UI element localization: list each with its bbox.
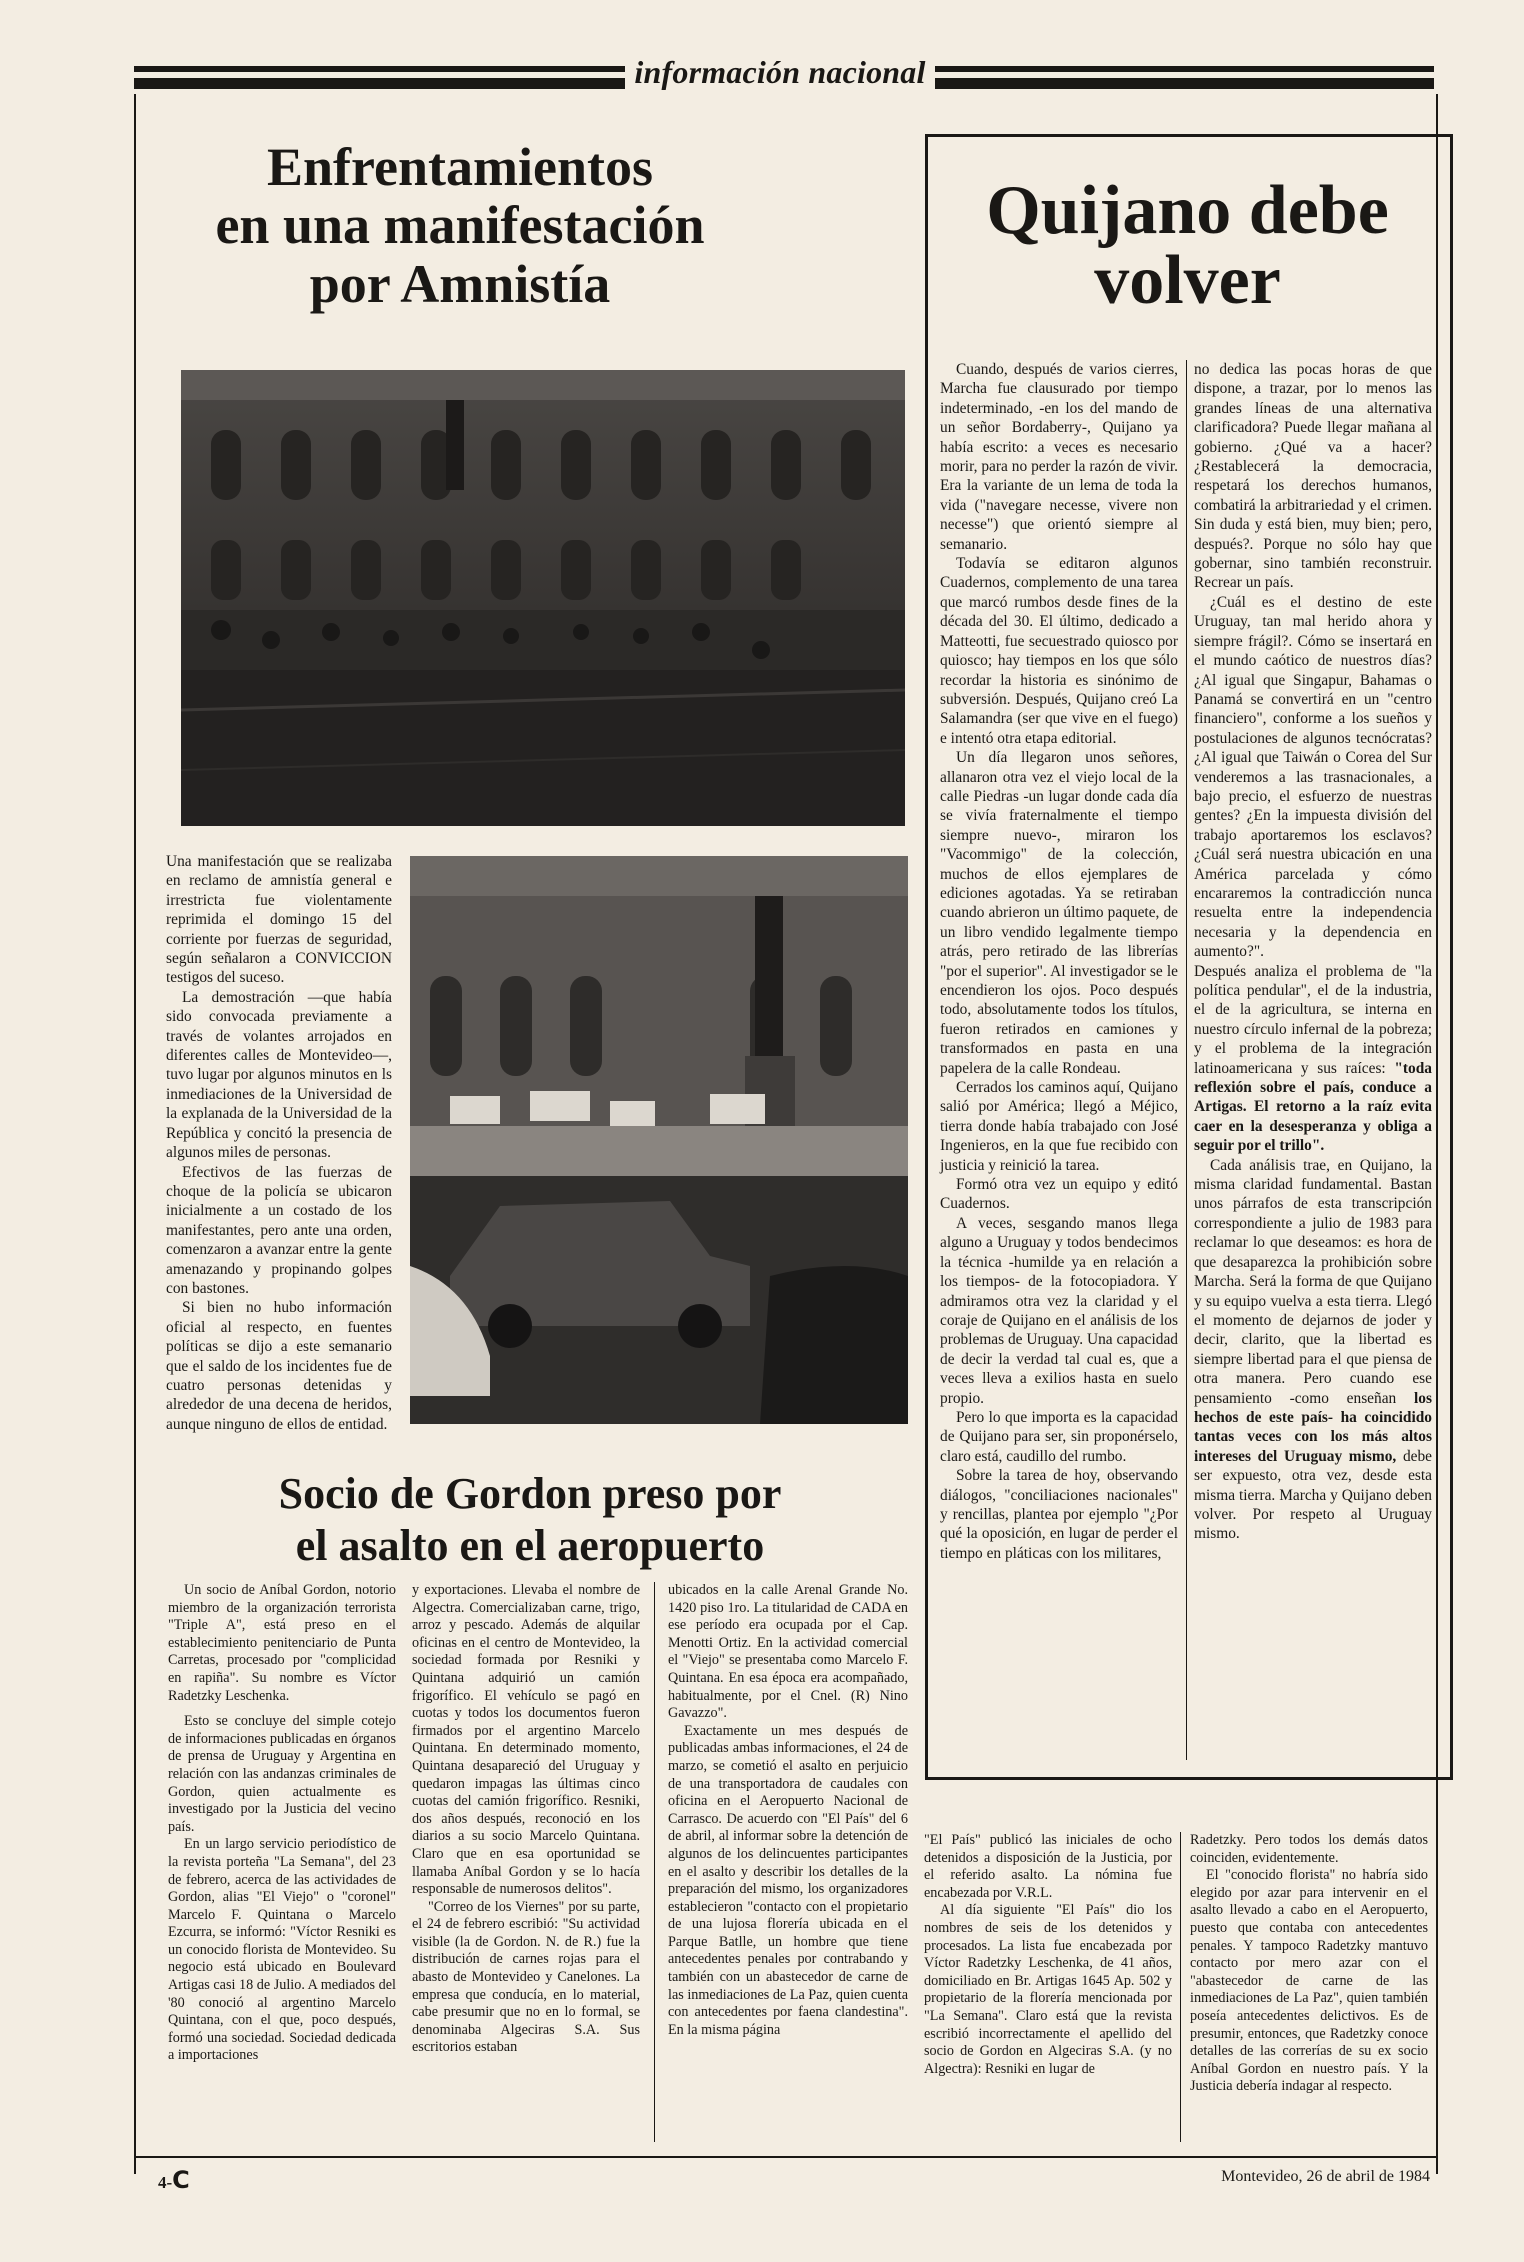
article1-headline-line-2: en una manifestación — [215, 195, 705, 256]
article2-paragraph: ¿Cuál es el destino de este Uruguay, tan mal herido ahora y siempre frágil?. Cómo se insertará en el mundo caótico de nuestros días? ¿Al igual que Singapur, Bahamas o Panamá se convertirá en un "centro financiero", conforme a los sueños y postulaciones de algunos tecnócratas? ¿Al igual que Taiwán o Corea del Sur venderemos a las trasnacionales, a bajo precio, el esfuerzo de nuestras gentes? ¿En la impuesta división del trabajo aportaremos los esclavos? ¿Cuál será nuestra ubicación en una América parcelada y cómo encararemos la contradicción nunca resuelta entre la independencia necesaria y la dependencia en aumento?". — [1194, 593, 1432, 961]
article3-paragraph: y exportaciones. Llevaba el nombre de Algectra. Comercializaban carne, trigo, arroz y pescado. Además de alquilar oficinas en el centro de Montevideo, la sociedad formada por Resniki y Quintana adquirió un camión frigorífico. El vehículo se pagó en cuotas y todos los documentos fueron firmados por el argentino Marcelo Quintana. En determinado momento, Quintana desapareció del Uruguay y quedaron impagas las últimas cinco cuotas del camión frigorífico. Resniki, dos años después, reconoció en los diarios a su socio Marcelo Quintana. Claro que en esa oportunidad se llamaba Aníbal Gordon y se lo hacía responsable de numerosos delitos". — [412, 1582, 640, 1898]
article2-paragraph: Pero lo que importa es la capacidad de Quijano para ser, sin proponérselo, claro está, caudillo del rumbo. — [940, 1408, 1178, 1465]
section-title: información nacional — [634, 54, 926, 90]
article2-headline-line-1: Quijano debe — [986, 172, 1389, 249]
article3-column-rule — [654, 1582, 655, 2142]
article2-column-rule — [1186, 360, 1187, 1760]
article1-headline-line-1: Enfrentamientos — [267, 137, 653, 197]
article3-col1 — [168, 1582, 396, 2065]
page-number — [158, 2166, 190, 2194]
article1-headline — [160, 138, 760, 313]
footer-rule — [134, 2156, 1436, 2158]
article3-headline-line-2: el asalto en el aeropuerto — [295, 1520, 765, 1570]
article2-paragraph: Un día llegaron unos señores, allanaron otra vez el viejo local de la calle Piedras -un lugar donde cada día se vivía fraternalmente el tiempo siempre nuevo-, miraron los "Vacommigo" de la colección, muchos de ellos ejemplares de ediciones agotadas. Ya se retiraban cuando abrieron un último paquete, de un libro vendido legalmente tiempo atrás, pero retirado de las librerías "por el superior". Al investigador se le encendieron los ojos. Poco después todo, absolutamente todos los títulos, fueron retirados en camiones y transformados en pasta en una papelera de la calle Rondeau. — [940, 749, 1178, 1077]
article1-headline-line-3: por Amnistía — [309, 253, 611, 314]
article2-paragraph: no dedica las pocas horas de que dispone, a trazar, por lo menos las grandes líneas de una alternativa clarificadora? Puede llegar mañana al gobierno. ¿Qué va a hacer? ¿Restablecerá la democracia, respetará los derechos humanos, combatirá la arbitrariedad y el crimen. Sin duda y está bien, muy bien; pero, después?. Porque no sólo hay que gobernar, sino también reconstruir. Recrear un país. — [1194, 361, 1432, 592]
article3-paragraph: El "conocido florista" no habría sido elegido por azar para intervenir en el asalto llevado a cabo en el Aeropuerto, puesto que contaba con antecedentes penales. Y tampoco Radetzky mantuvo contacto por mero azar con el "abastecedor de carne de las inmediaciones de La Paz", quien también poseía antecedentes delictivos. Es de presumir, entonces, que Radetzky conoce detalles de las correrías de su ex socio Aníbal Gordon en nuestro país. Y la Justicia debería indagar al respecto. — [1190, 1867, 1428, 2095]
article3-column-rule — [1180, 1832, 1181, 2142]
article2-paragraph — [1194, 963, 1432, 1155]
dateline: Montevideo, 26 de abril de 1984 — [1221, 2168, 1430, 2185]
article2-col1 — [940, 360, 1178, 1563]
article2-emphasis: los hechos de este país- ha coincidido tantas veces con los más altos intereses del Uruguay mismo, — [1194, 1389, 1432, 1465]
article2-paragraph — [1194, 1156, 1432, 1544]
article3-col4 — [924, 1832, 1172, 2078]
photo-illustration — [181, 370, 905, 826]
article2-paragraph: A veces, sesgando manos llega alguno a Uruguay y todos bendecimos la técnica -humilde ya en relación a los tiempos- de la fotocopiadora. Y admiramos otra vez la claridad y el coraje de Quijano en el análisis de los problemas de Uruguay. Una capacidad de decir la verdad tal cual es, que a veces lleva a exilios hasta en suelo propio. — [940, 1214, 1178, 1407]
photo-demonstration-building — [181, 370, 905, 826]
article3-paragraph: Radetzky. Pero todos los demás datos coinciden, evidentemente. — [1190, 1832, 1428, 1866]
photo-illustration — [410, 856, 908, 1424]
article2-headline-line-2: volver — [1094, 242, 1281, 319]
article1-paragraph: Una manifestación que se realizaba en reclamo de amnistía general e irrestricta fue violentamente reprimida el domingo 15 del corriente por fuerzas de seguridad, según señalaron a CONVICCION testigos del suceso. — [166, 853, 392, 987]
article2-paragraph: Cuando, después de varios cierres, Marcha fue clausurado por tiempo indeterminado, -en los del mando de un señor Bordaberry-, Quijano ya había escrito: a veces es necesario morir, para no perder la razón de vivir. Era la variante de un lema de toda la vida ("navegare necesse, vivere non necesse") que orientó siempre al semanario. — [940, 361, 1178, 553]
article1-paragraph: Efectivos de las fuerzas de choque de la policía se ubicaron inicialmente a un costado de los manifestantes, pero ante una orden, comenzaron a avanzar entre la gente amenazando y propinando golpes con bastones. — [166, 1163, 392, 1297]
article3-paragraph: En un largo servicio periodístico de la revista porteña "La Semana", del 23 de febrero, acerca de las actividades de Gordon, alias "El Viejo" o "coronel" Marcelo F. Quintana o Marcelo Ezcurra, se informó: "Víctor Resniki es un conocido florista de Montevideo. Su negocio está ubicado en Boulevard Artigas casi 18 de Julio. A mediados del '80 conoció al argentino Marcelo Quintana, con el que, poco después, formó una sociedad. Sociedad dedicada a importaciones — [168, 1836, 396, 2064]
article3-col5 — [1190, 1832, 1428, 2096]
article3-paragraph: Exactamente un mes después de publicadas ambas informaciones, el 24 de marzo, se cometió el asalto en perjuicio de una transportadora de caudales con oficina en el Aeropuerto Nacional de Carrasco. De acuerdo con "El País" del 6 de abril, al informar sobre la detención de algunos de los delincuentes participantes en el asalto y describir los detalles de la preparación del mismo, los organizadores establecieron "contacto con el propietario de una lujosa florería ubicada en el Parque Batlle, un hombre que tiene antecedentes penales por contrabando y también con un abastecedor de carne de las inmediaciones de La Paz, quien cuenta con antecedentes por faena clandestina". En la misma página — [668, 1722, 908, 2038]
article2-paragraph: Todavía se editaron algunos Cuadernos, complemento de una tarea que marcó rumbos desde fines de la década del 30. El último, dedicado a Matteotti, fue secuestrado quiosco por quiosco; hay tiempos en los que sólo recordar la historia es sinónimo de subversión. Después, Quijano creó La Salamandra (ser que vive en el fuego) e intentó otra etapa editorial. — [940, 555, 1178, 747]
page-number-text: 4- — [158, 2173, 173, 2192]
article1-paragraph: La demostración —que había sido convocada previamente a través de volantes arrojados en diferentes calles de Montevideo—, tuvo lugar por algunos minutos en ls inmediaciones de la Universidad de la explanada de la Universidad de la República y concitó la presencia de algunos miles de personas. — [166, 988, 392, 1162]
article2-headline — [930, 172, 1445, 319]
article2-paragraph-text: Después analiza el problema de "la política pendular", el de la industria, el de la agricultura, se interna en nuestro círculo infernal de la pobreza; y el problema de la integración latinoamericana y sus raíces: — [1194, 962, 1432, 1077]
article2-paragraph: Sobre la tarea de hoy, observando diálogos, "conciliaciones nacionales" y rencillas, plantea por ejemplo "¿Por qué la oposición, en lugar de perder el tiempo en pláticas con los militares, — [940, 1467, 1178, 1562]
article3-headline — [150, 1468, 910, 1572]
article3-paragraph: Un socio de Aníbal Gordon, notorio miembro de la organización terrorista "Triple A", está preso en el establecimiento penitenciario de Punta Carretas, procesado por "complicidad en rapiña". Su nombre es Víctor Radetzky Leschenka. — [168, 1582, 396, 1704]
article2-paragraph: Formó otra vez un equipo y editó Cuadernos. — [940, 1176, 1178, 1213]
article2-emphasis: "toda reflexión sobre el país, conduce a Artigas. El retorno a la raíz evita caer en la desesperanza y obliga a seguir por el trillo". — [1194, 1059, 1432, 1155]
article3-col2 — [412, 1582, 640, 2057]
article2-col2 — [1194, 360, 1432, 1544]
article3-headline-line-1: Socio de Gordon preso por — [278, 1469, 782, 1518]
publication-logo-icon: C — [172, 2166, 190, 2194]
photo-demonstration-car — [410, 856, 908, 1424]
article3-col3 — [668, 1582, 908, 2039]
article2-paragraph-text: Cada análisis trae, en Quijano, la misma claridad fundamental. Bastan unos párrafos de esta transcripción correspondiente a julio de 1983 para reclamar lo que deseamos: es hora de que desaparezca la prohibición sobre Marcha. Será la forma de que Quijano y su equipo vuelva a esta tierra. Llegó el momento de dejarnos de joder y decir, clarito, que la libertad es siempre libertad para el que piensa de otra manera. Pero cuando ese pensamiento -como enseñan — [1194, 1156, 1432, 1407]
article3-paragraph: Al día siguiente "El País" dio los nombres de seis de los detenidos y procesados. La lista fue encabezada por Víctor Radetzky Leschenka, de 41 años, domiciliado en Br. Artigas 1645 Ap. 502 y propietario de la florería mencionada por "La Semana". Claro está que la revista escribió incorrectamente el apellido del socio de Gordon en Algeciras S.A. (y no Algectra): Resniki en lugar de — [924, 1902, 1172, 2077]
article3-paragraph: "El País" publicó las iniciales de ocho detenidos a disposición de la Justicia, por el referido asalto. La nómina fue encabezada por V.R.L. — [924, 1832, 1172, 1901]
article3-paragraph: "Correo de los Viernes" por su parte, el 24 de febrero escribió: "Su actividad visible (la de Gordon. N. de R.) fue la distribución de carnes rojas para el abasto de Montevideo y Canelones. La empresa que conducía, en lo material, cabe presumir que no en lo formal, se denominaba Algeciras S.A. Sus escritorios estaban — [412, 1898, 640, 2056]
article2-paragraph: Cerrados los caminos aquí, Quijano salió por América; llegó a Méjico, tierra donde había trabajado con José Ingenieros, en la que fue recibido con justicia y reinició la tarea. — [940, 1079, 1178, 1174]
article3-paragraph: ubicados en la calle Arenal Grande No. 1420 piso 1ro. La titularidad de CADA en ese período era ocupada por el Cap. Menotti Ortiz. En la actividad comercial el "Viejo" se presentaba como Marcelo F. Quintana. En esa época era acompañado, habitualmente, por el Cnel. (R) Nino Gavazzo". — [668, 1582, 908, 1722]
article2-paragraph-text: debe ser expuesto, otra vez, desde esta misma tierra. Marcha y Quijano deben volver. Por respeto al Uruguay mismo. — [1194, 1447, 1432, 1543]
article1-paragraph: Si bien no hubo información oficial al respecto, en fuentes políticas se dijo a este semanario que el saldo de los incidentes fue de cuatro personas detenidas y alrededor de una decena de heridos, aunque ninguno de ellos de entidad. — [166, 1299, 392, 1433]
article3-paragraph: Esto se concluye del simple cotejo de informaciones publicadas en órganos de prensa de Uruguay y Argentina en relación con las andanzas criminales de Gordon, quien actualmente es investigado por la Justicia del vecino país. — [168, 1713, 396, 1835]
article1-body — [166, 852, 392, 1434]
